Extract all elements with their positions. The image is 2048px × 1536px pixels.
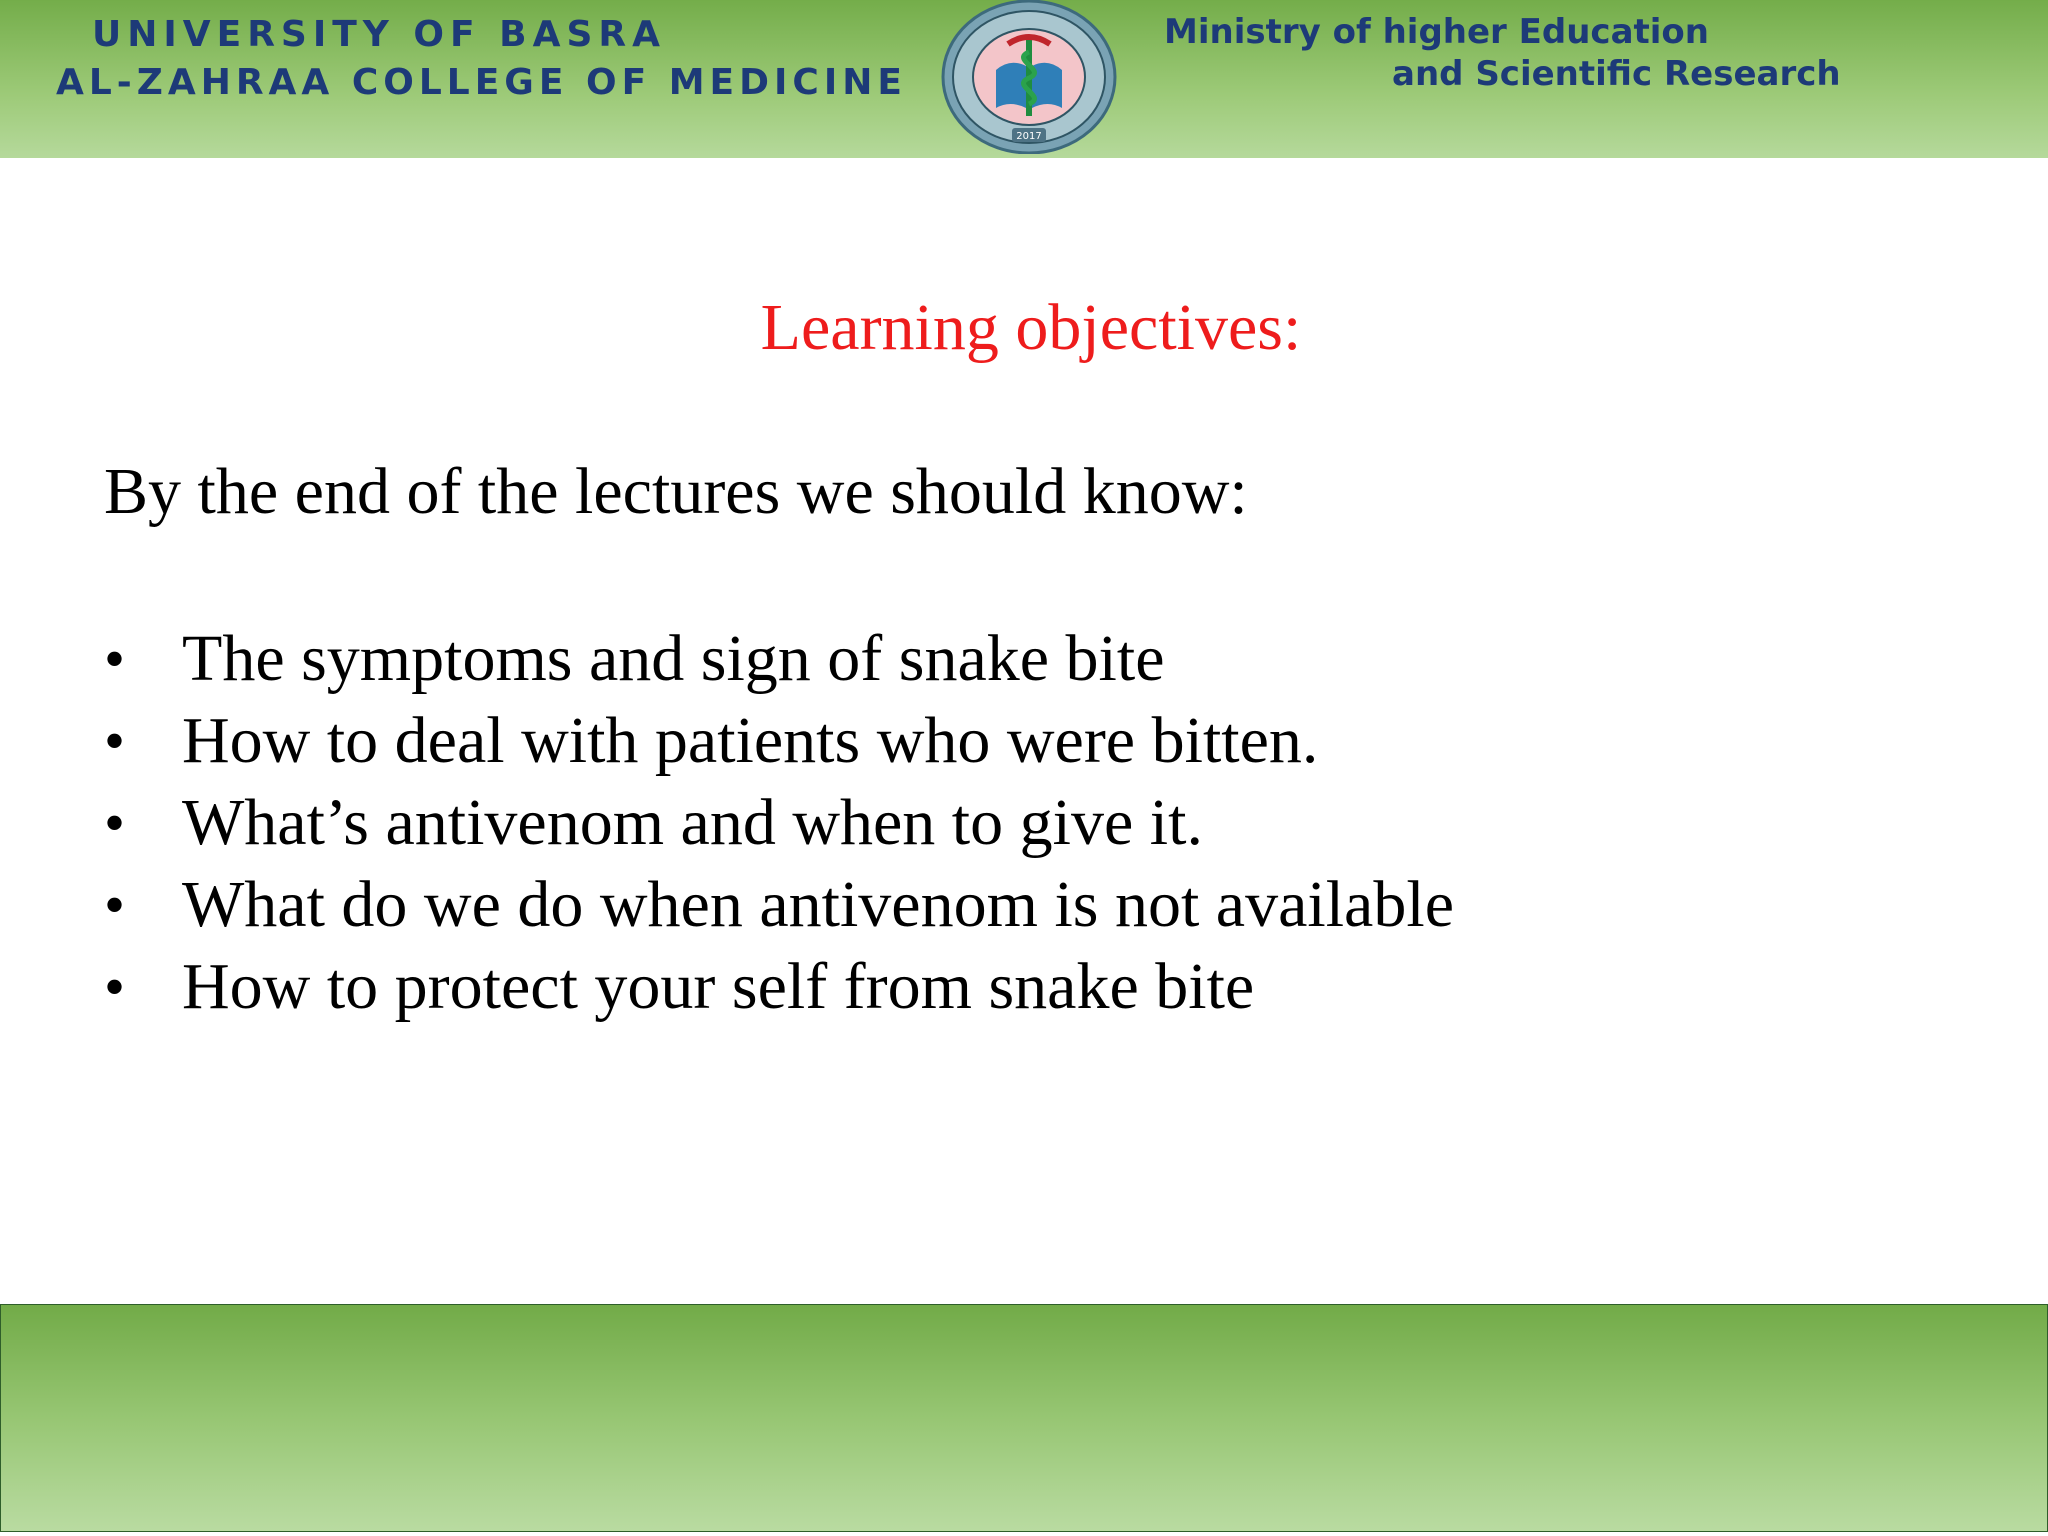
bullet-icon: • xyxy=(104,790,126,856)
intro-text: By the end of the lectures we should know: xyxy=(104,455,1248,528)
objective-text: What do we do when antivenom is not available xyxy=(182,868,1454,941)
university-name: UNIVERSITY OF BASRA xyxy=(92,14,666,55)
objective-text: How to deal with patients who were bitten. xyxy=(182,704,1319,777)
objective-text: The symptoms and sign of snake bite xyxy=(182,622,1165,695)
college-seal-logo xyxy=(940,0,1118,154)
college-name: AL-ZAHRAA COLLEGE OF MEDICINE xyxy=(56,62,907,103)
objective-text: How to protect your self from snake bite xyxy=(182,950,1255,1023)
seal-year: 2017 xyxy=(1016,131,1042,142)
bullet-icon: • xyxy=(104,708,126,774)
slide-title: Learning objectives: xyxy=(760,291,1302,364)
ministry-name: Ministry of higher Education xyxy=(1164,12,1709,52)
bullet-icon: • xyxy=(104,954,126,1020)
bullet-icon: • xyxy=(104,626,126,692)
footer-band xyxy=(0,1304,2048,1532)
ministry-name-continued: and Scientific Research xyxy=(1392,54,1841,94)
bullet-icon: • xyxy=(104,872,126,938)
objective-text: What’s antivenom and when to give it. xyxy=(182,786,1203,859)
header-band xyxy=(0,0,2048,158)
